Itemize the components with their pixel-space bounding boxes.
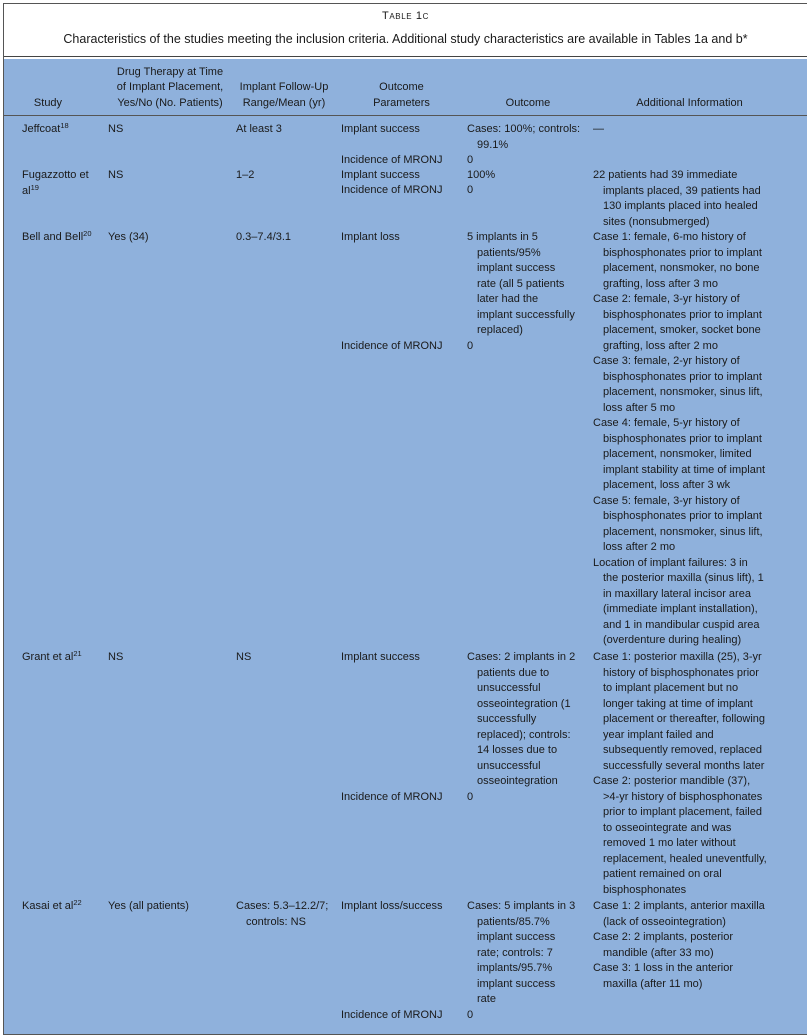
row-5-case-3: Case 3: 1 loss in the anterior maxilla (after 11 mo)	[593, 962, 734, 990]
row-4-additional-info	[593, 650, 798, 898]
header-additional-information: Additional Information	[636, 96, 743, 109]
row-1-outcome-2: 0	[467, 154, 474, 166]
row-5-case-2: Case 2: 2 implants, posterior mandible (after 33 mo)	[593, 931, 734, 959]
row-5-reference: 22	[73, 898, 82, 907]
row-1-reference: 18	[60, 121, 69, 130]
table-caption	[4, 4, 807, 57]
row-5-follow-up: Cases: 5.3–12.2/7; controls: NS	[236, 900, 329, 928]
row-1-follow-up: At least 3	[236, 123, 282, 135]
row-2-additional-info: 22 patients had 39 immediate implants placed, 39 patients had 130 implants placed into healed sites (nonsubmerged)	[593, 169, 761, 228]
row-4-outcome-2: 0	[467, 791, 474, 803]
row-2-outcome-2: 0	[467, 184, 474, 196]
row-3-case-5: Case 5: female, 3-yr history of bisphosphonates prior to implant placement, nonsmoker, sinus lift, loss after 2 mo	[593, 494, 763, 553]
header-outcome-parameters: Outcome Parameters	[373, 81, 430, 109]
row-3-additional-info	[593, 230, 798, 649]
row-4-case-1: Case 1: posterior maxilla (25), 3-yr history of bisphosphonates prior to implant placement but no longer taking at time of implant placement or thereafter, following year implant failed and subsequently removed, replaced successfully several months later	[593, 651, 766, 772]
table-body	[4, 59, 807, 1034]
header-drug-therapy: Drug Therapy at Time of Implant Placement, Yes/No (No. Patients)	[116, 65, 224, 109]
row-5-additional-info	[593, 899, 798, 992]
row-2-follow-up: 1–2	[236, 169, 255, 181]
row-4-outcome-1: Cases: 2 implants in 2 patients due to unsuccessful osseointegration (1 successfully replaced); controls: 14 losses due to unsuccessful osseointegration	[467, 651, 576, 787]
row-3-case-3: Case 3: female, 2-yr history of bisphosphonates prior to implant placement, nonsmoker, sinus lift, loss after 5 mo	[593, 355, 763, 414]
row-5-outcome-2: 0	[467, 1009, 474, 1021]
row-3-case-1: Case 1: female, 6-mo history of bisphosphonates prior to implant placement, nonsmoker, no bone grafting, loss after 3 mo	[593, 231, 762, 290]
row-2-drug-therapy: NS	[108, 169, 124, 181]
table-page	[3, 3, 807, 1035]
row-5-outcome-1: Cases: 5 implants in 3 patients/85.7% implant success rate; controls: 7 implants/95.7% implant success rate	[467, 900, 576, 1005]
row-4-parameter-1: Implant success	[341, 651, 420, 663]
row-2-outcome-1: 100%	[467, 169, 496, 181]
row-3-outcome-2: 0	[467, 340, 474, 352]
row-2-study: Fugazzotto et $al^{19}$	[22, 169, 89, 197]
row-3-drug-therapy: Yes (34)	[108, 231, 149, 243]
table-header	[4, 59, 807, 116]
header-outcome: Outcome	[505, 96, 551, 109]
row-3-case-4: Case 4: female, 5-yr history of bisphosphonates prior to implant placement, nonsmoker, limited implant stability at time of implant placement, loss after 3 wk	[593, 417, 766, 491]
row-5-drug-therapy: Yes (all patients)	[108, 900, 189, 912]
table-title: Characteristics of the studies meeting the inclusion criteria. Additional study characteristics are available in Tables 1a and b*	[63, 32, 748, 46]
row-2-parameter-1: Implant success	[341, 169, 420, 181]
row-3-outcome-1: 5 implants in 5 patients/95% implant success rate (all 5 patients later had the implant successfully replaced)	[467, 231, 575, 336]
row-1-parameter-2: Incidence of MRONJ	[341, 154, 443, 166]
row-3-failure-locations: Location of implant failures: 3 in the posterior maxilla (sinus lift), 1 in maxillary lateral incisor area (immediate implant installation), and 1 in mandibular cuspid area (overdenture during healing)	[593, 556, 764, 646]
row-4-reference: 21	[73, 649, 82, 658]
row-3-parameter-2: Incidence of MRONJ	[341, 340, 443, 352]
row-4-follow-up: NS	[236, 651, 252, 663]
row-3-study: Bell and Bell$^{20}$	[22, 229, 92, 243]
row-4-drug-therapy: NS	[108, 651, 124, 663]
row-1-outcome-1: Cases: 100%; controls: 99.1%	[467, 123, 581, 151]
row-5-study: Kasai et $al^{22}$	[22, 898, 82, 912]
row-1-drug-therapy: NS	[108, 123, 124, 135]
row-5-parameter-1: Implant loss/success	[341, 900, 443, 912]
row-5-parameter-2: Incidence of MRONJ	[341, 1009, 443, 1021]
row-1-study: Jeffcoat$^{18}$	[22, 121, 69, 135]
row-4-parameter-2: Incidence of MRONJ	[341, 791, 443, 803]
row-1-additional-info: —	[593, 123, 604, 135]
row-5-case-1: Case 1: 2 implants, anterior maxilla (lack of osseointegration)	[593, 900, 765, 928]
row-3-case-2: Case 2: female, 3-yr history of bisphosphonates prior to implant placement, smoker, socket bone grafting, loss after 2 mo	[593, 293, 762, 352]
header-follow-up: Implant Follow-Up Range/Mean (yr)	[239, 81, 329, 109]
row-4-study: Grant et $al^{21}$	[22, 649, 82, 663]
header-study: Study	[33, 96, 63, 109]
table-label: Table 1c	[382, 10, 429, 22]
row-2-reference: 19	[30, 182, 39, 192]
row-3-parameter-1: Implant loss	[341, 231, 400, 243]
row-2-parameter-2: Incidence of MRONJ	[341, 184, 443, 196]
row-4-case-2: Case 2: posterior mandible (37), >4-yr history of bisphosphonates prior to implant placement, failed to osseointegrate and was removed 1 mo later without replacement, healed uneventfully, patient remained on oral bisphosphonates	[593, 775, 767, 896]
row-3-follow-up: 0.3–7.4/3.1	[236, 231, 292, 243]
row-3-reference: 20	[83, 229, 92, 238]
row-1-parameter-1: Implant success	[341, 123, 420, 135]
